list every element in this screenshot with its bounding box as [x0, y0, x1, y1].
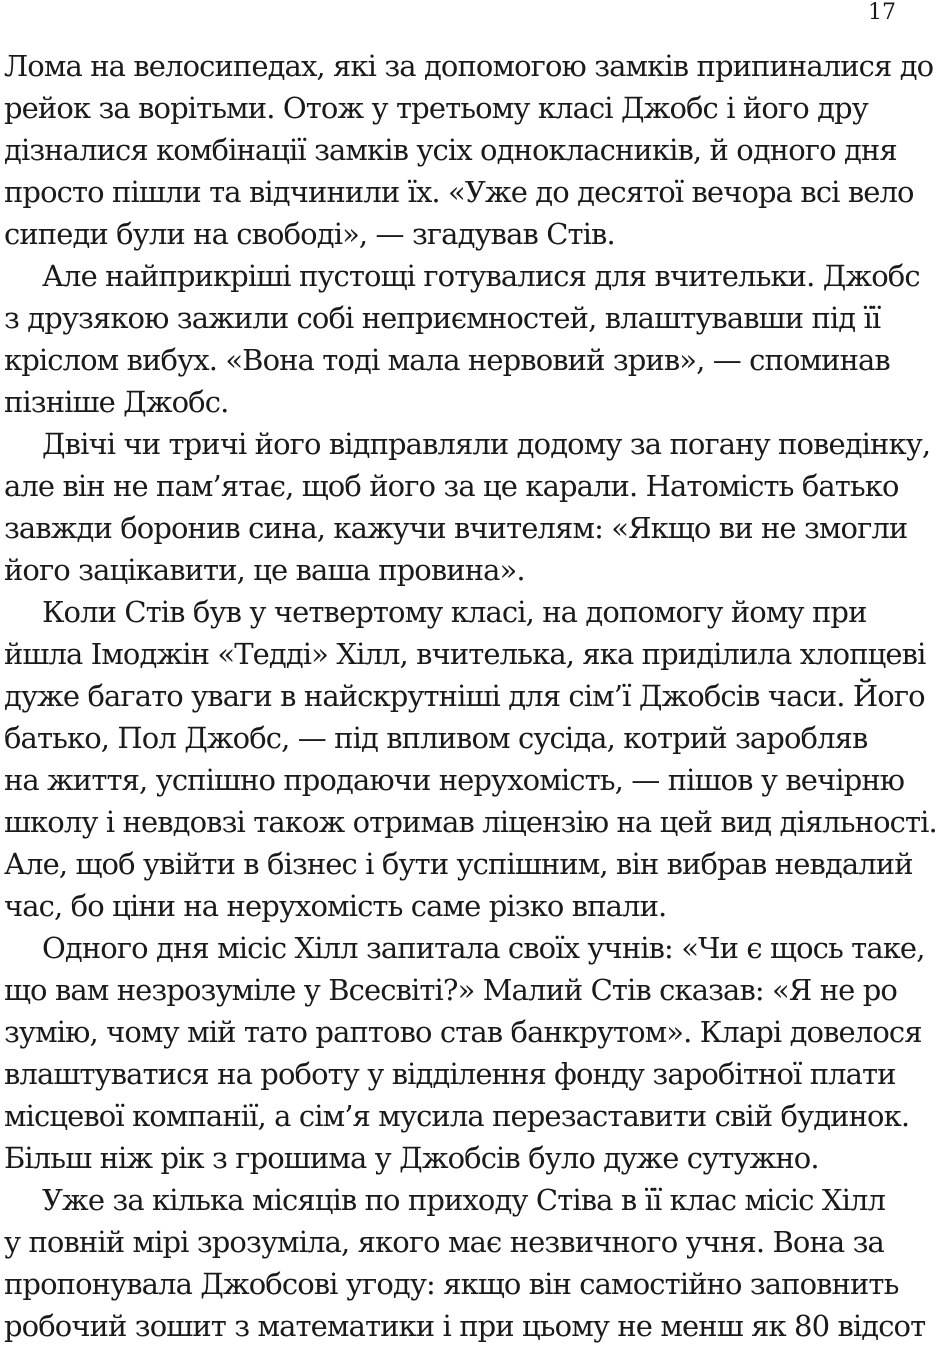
text-line: час, бо ціни на нерухомість саме різко впали.	[4, 889, 667, 923]
text-line: на життя, успішно продаючи нерухомість, — пішов у вечірню	[4, 763, 905, 797]
text-line: зумію, чому мій тато раптово став банкрутом». Кларі довелося	[4, 1015, 922, 1049]
text-line: з друзякою зажили собі неприємностей, влаштувавши під її	[4, 301, 881, 335]
text-line: йшла Імоджін «Тедді» Хілл, вчителька, яка приділила хлопцеві	[4, 637, 926, 671]
text-line: рейок за ворітьми. Отож у третьому класі Джобс і його дру	[4, 91, 868, 125]
text-line: дуже багато уваги в найскрутніші для сім’ї Джобсів часи. Його	[4, 679, 925, 713]
text-line: але він не пам’ятає, щоб його за це карали. Натомість батько	[4, 469, 899, 503]
text-line: завжди боронив сина, кажучи вчителям: «Якщо ви не змогли	[4, 511, 908, 545]
text-line: влаштуватися на роботу у відділення фонду заробітної плати	[4, 1057, 896, 1091]
page-number: 17	[868, 0, 896, 25]
text-line: Лома на велосипедах, які за допомогою замків припиналися до	[4, 49, 934, 83]
text-line: робочий зошит з математики і при цьому не менш як 80 відсот	[4, 1309, 926, 1343]
text-line: Більш ніж рік з грошима у Джобсів було дуже сутужно.	[4, 1141, 819, 1175]
paragraph-start-line: Але найприкріші пустощі готувалися для вчительки. Джобс	[42, 259, 920, 293]
text-line: школу і невдовзі також отримав ліцензію на цей вид діяльності.	[4, 805, 937, 839]
text-line: місцевої компанії, а сім’я мусила перезаставити свій будинок.	[4, 1099, 910, 1133]
text-line: пізніше Джобс.	[4, 385, 229, 419]
text-line: батько, Пол Джобс, — під впливом сусіда, котрий заробляв	[4, 721, 868, 755]
text-line: кріслом вибух. «Вона тоді мала нервовий зрив», — споминав	[4, 343, 890, 377]
text-line: пропонувала Джобсові угоду: якщо він самостійно заповнить	[4, 1267, 899, 1301]
text-line: дізналися комбінації замків усіх однокласників, й одного дня	[4, 133, 897, 167]
paragraph-start-line: Уже за кілька місяців по приходу Стіва в її клас місіс Хілл	[42, 1183, 886, 1217]
text-line: у повній мірі зрозуміла, якого має незвичного учня. Вона за	[4, 1225, 884, 1259]
text-line: Але, щоб увійти в бізнес і бути успішним, він вибрав невдалий	[4, 847, 913, 881]
text-line: його зацікавити, це ваша провина».	[4, 553, 525, 587]
text-line: сипеди були на свободі», — згадував Стів.	[4, 217, 615, 251]
text-line: просто пішли та відчинили їх. «Уже до десятої вечора всі вело	[4, 175, 914, 209]
paragraph-start-line: Коли Стів був у четвертому класі, на допомогу йому при	[42, 595, 867, 629]
paragraph-start-line: Двічі чи тричі його відправляли додому за погану поведінку,	[42, 427, 931, 461]
paragraph-start-line: Одного дня місіс Хілл запитала своїх учнів: «Чи є щось таке,	[42, 931, 925, 965]
text-line: що вам незрозуміле у Всесвіті?» Малий Стів сказав: «Я не ро	[4, 973, 897, 1007]
